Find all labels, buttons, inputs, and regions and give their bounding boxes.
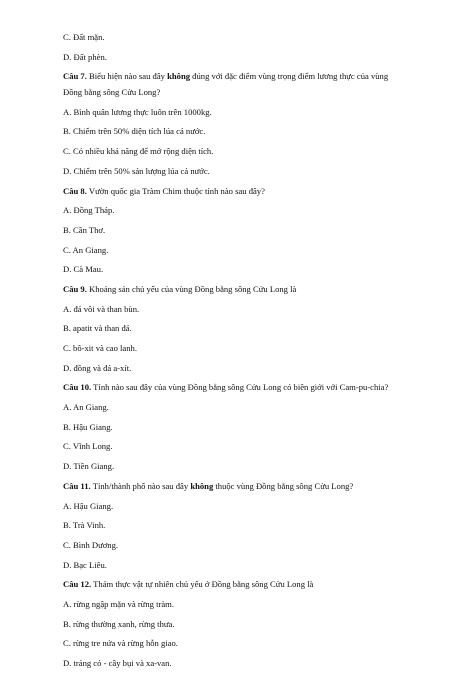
option-12a: A. rừng ngập mặn và rừng tràm.	[63, 598, 174, 609]
question-9-stem: Khoáng sản chủ yếu của vùng Đồng bằng sông Cửu Long là	[86, 283, 297, 294]
question-12	[63, 579, 423, 590]
question-11-stem-emphasis: không	[190, 480, 214, 491]
question-8-number: Câu 8.	[63, 185, 87, 196]
question-7-stem	[87, 71, 388, 81]
option-11a: A. Hậu Giang.	[63, 500, 114, 511]
question-10-number: Câu 10.	[63, 382, 92, 393]
option-10a: A. An Giang.	[63, 402, 109, 413]
option-8a: A. Đồng Tháp.	[63, 205, 115, 216]
option-12c: C. rừng tre nứa và rừng hỗn giao.	[63, 638, 178, 649]
option-9d: D. đồng và đá a-xít.	[63, 362, 132, 373]
option-9c: C. bô-xit và cao lanh.	[63, 343, 137, 353]
question-7-number: Câu 7.	[63, 71, 87, 82]
option-7c: C. Có nhiều khả năng để mở rộng diện tích.	[63, 146, 214, 157]
question-7	[63, 71, 423, 82]
question-8	[63, 186, 423, 197]
option-8d: D. Cà Mau.	[63, 264, 104, 275]
option-10b: B. Hậu Giang.	[63, 421, 113, 432]
question-9	[63, 284, 423, 295]
question-10	[63, 382, 423, 393]
question-11-stem-part2: thuộc vùng Đồng bằng sông Cửu Long?	[213, 480, 354, 491]
question-10-stem: Tỉnh nào sau đây của vùng Đồng bằng sông Cửu Long có biên giới với Cam-pu-chia?	[91, 382, 389, 393]
question-7-stem-continuation: Đồng bằng sông Cửu Long?	[63, 87, 161, 98]
option-6c: C. Đất mặn.	[63, 32, 105, 42]
option-7a: A. Bình quân lương thực luôn trên 1000kg.	[63, 106, 212, 117]
option-11d: D. Bạc Liêu.	[63, 559, 107, 570]
option-12b: B. rừng thường xanh, rừng thưa.	[63, 618, 175, 629]
question-11-number: Câu 11.	[63, 480, 91, 491]
option-6d: D. Đất phèn.	[63, 51, 107, 62]
option-11c: C. Bình Dương.	[63, 539, 119, 550]
question-9-number: Câu 9.	[63, 283, 87, 294]
option-9a: A. đá vôi và than bùn.	[63, 303, 140, 314]
option-8b: B. Cần Thơ.	[63, 224, 106, 235]
document-page	[63, 32, 423, 678]
question-7-stem-part2: đúng với đặc điểm vùng trọng điểm lương thực của vùng	[190, 71, 389, 82]
question-12-stem: Thảm thực vật tự nhiên chủ yếu ở Đồng bằng sông Cửu Long là	[91, 579, 314, 590]
question-7-stem-emphasis: không	[167, 71, 191, 82]
option-8c: C. An Giang.	[63, 244, 109, 255]
option-7b: B. Chiếm trên 50% diện tích lúa cả nước.	[63, 126, 206, 137]
option-9b: B. apatit và than đá.	[63, 323, 132, 334]
question-12-number: Câu 12.	[63, 579, 92, 590]
option-11b: B. Trà Vinh.	[63, 520, 106, 531]
option-10d: D. Tiền Giang.	[63, 461, 115, 472]
question-11-stem	[91, 481, 354, 491]
question-11-stem-part1: Tỉnh/thành phố nào sau đây	[90, 480, 191, 491]
question-7-stem-part1: Biểu hiện nào sau đây	[86, 71, 168, 82]
option-10c: C. Vĩnh Long.	[63, 441, 113, 452]
option-7d: D. Chiếm trên 50% sản lượng lúa cả nước.	[63, 165, 210, 176]
option-12d: D. trảng cỏ - cây bụi và xa-van.	[63, 658, 172, 668]
question-8-stem: Vườn quốc gia Tràm Chim thuộc tỉnh nào sau đây?	[86, 185, 265, 196]
question-11	[63, 481, 423, 492]
